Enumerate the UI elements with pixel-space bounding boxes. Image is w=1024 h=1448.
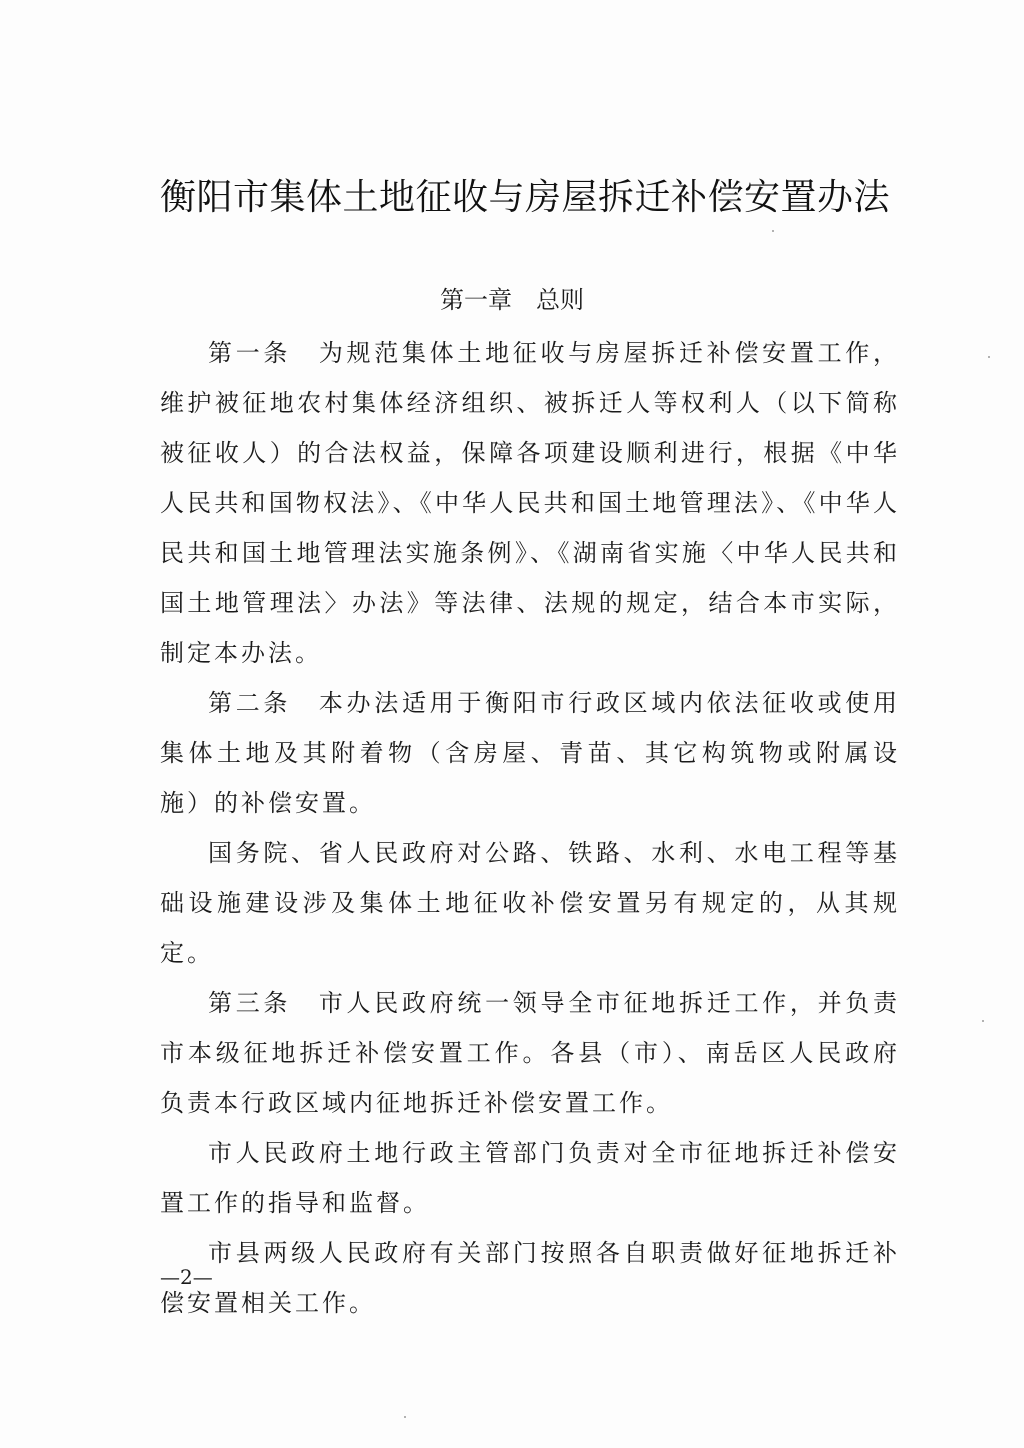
paragraph-text: 市人民政府土地行政主管部门负责对全市征地拆迁补偿安置工作的指导和监督。	[160, 1139, 900, 1217]
article-paragraph	[160, 1228, 900, 1328]
scan-speck	[982, 1020, 984, 1022]
document-body	[160, 328, 900, 1328]
article-label: 第三条	[208, 989, 319, 1017]
scan-speck	[772, 230, 774, 232]
chapter-heading: 第一章 总则	[440, 286, 584, 314]
scan-speck	[988, 356, 990, 358]
scan-speck	[404, 1416, 406, 1418]
article-paragraph	[160, 678, 900, 828]
article-paragraph	[160, 1128, 900, 1228]
paragraph-text: 市人民政府统一领导全市征地拆迁工作，并负责市本级征地拆迁补偿安置工作。各县（市）、南岳区人民政府负责本行政区域内征地拆迁补偿安置工作。	[160, 989, 901, 1117]
paragraph-text: 为规范集体土地征收与房屋拆迁补偿安置工作，维护被征地农村集体经济组织、被拆迁人等权利人（以下简称被征收人）的合法权益，保障各项建设顺利进行，根据《中华人民共和国物权法》、《中华人民共和国土地管理法》、《中华人民共和国土地管理法实施条例》、《湖南省实施〈中华人民共和国土地管理法〉办法》等法律、法规的规定，结合本市实际，制定本办法。	[160, 339, 901, 667]
paragraph-text: 国务院、省人民政府对公路、铁路、水利、水电工程等基础设施建设涉及集体土地征收补偿安置另有规定的，从其规定。	[160, 839, 900, 967]
paragraph-text: 市县两级人民政府有关部门按照各自职责做好征地拆迁补偿安置相关工作。	[160, 1239, 900, 1317]
article-paragraph	[160, 978, 900, 1128]
article-paragraph	[160, 328, 900, 678]
article-label: 第二条	[208, 689, 319, 717]
document-title: 衡阳市集体土地征收与房屋拆迁补偿安置办法	[160, 177, 891, 218]
article-paragraph	[160, 828, 900, 978]
page-number: —2—	[160, 1265, 213, 1289]
paragraph-text: 本办法适用于衡阳市行政区域内依法征收或使用集体土地及其附着物（含房屋、青苗、其它构筑物或附属设施）的补偿安置。	[160, 689, 901, 817]
article-label: 第一条	[208, 339, 319, 367]
